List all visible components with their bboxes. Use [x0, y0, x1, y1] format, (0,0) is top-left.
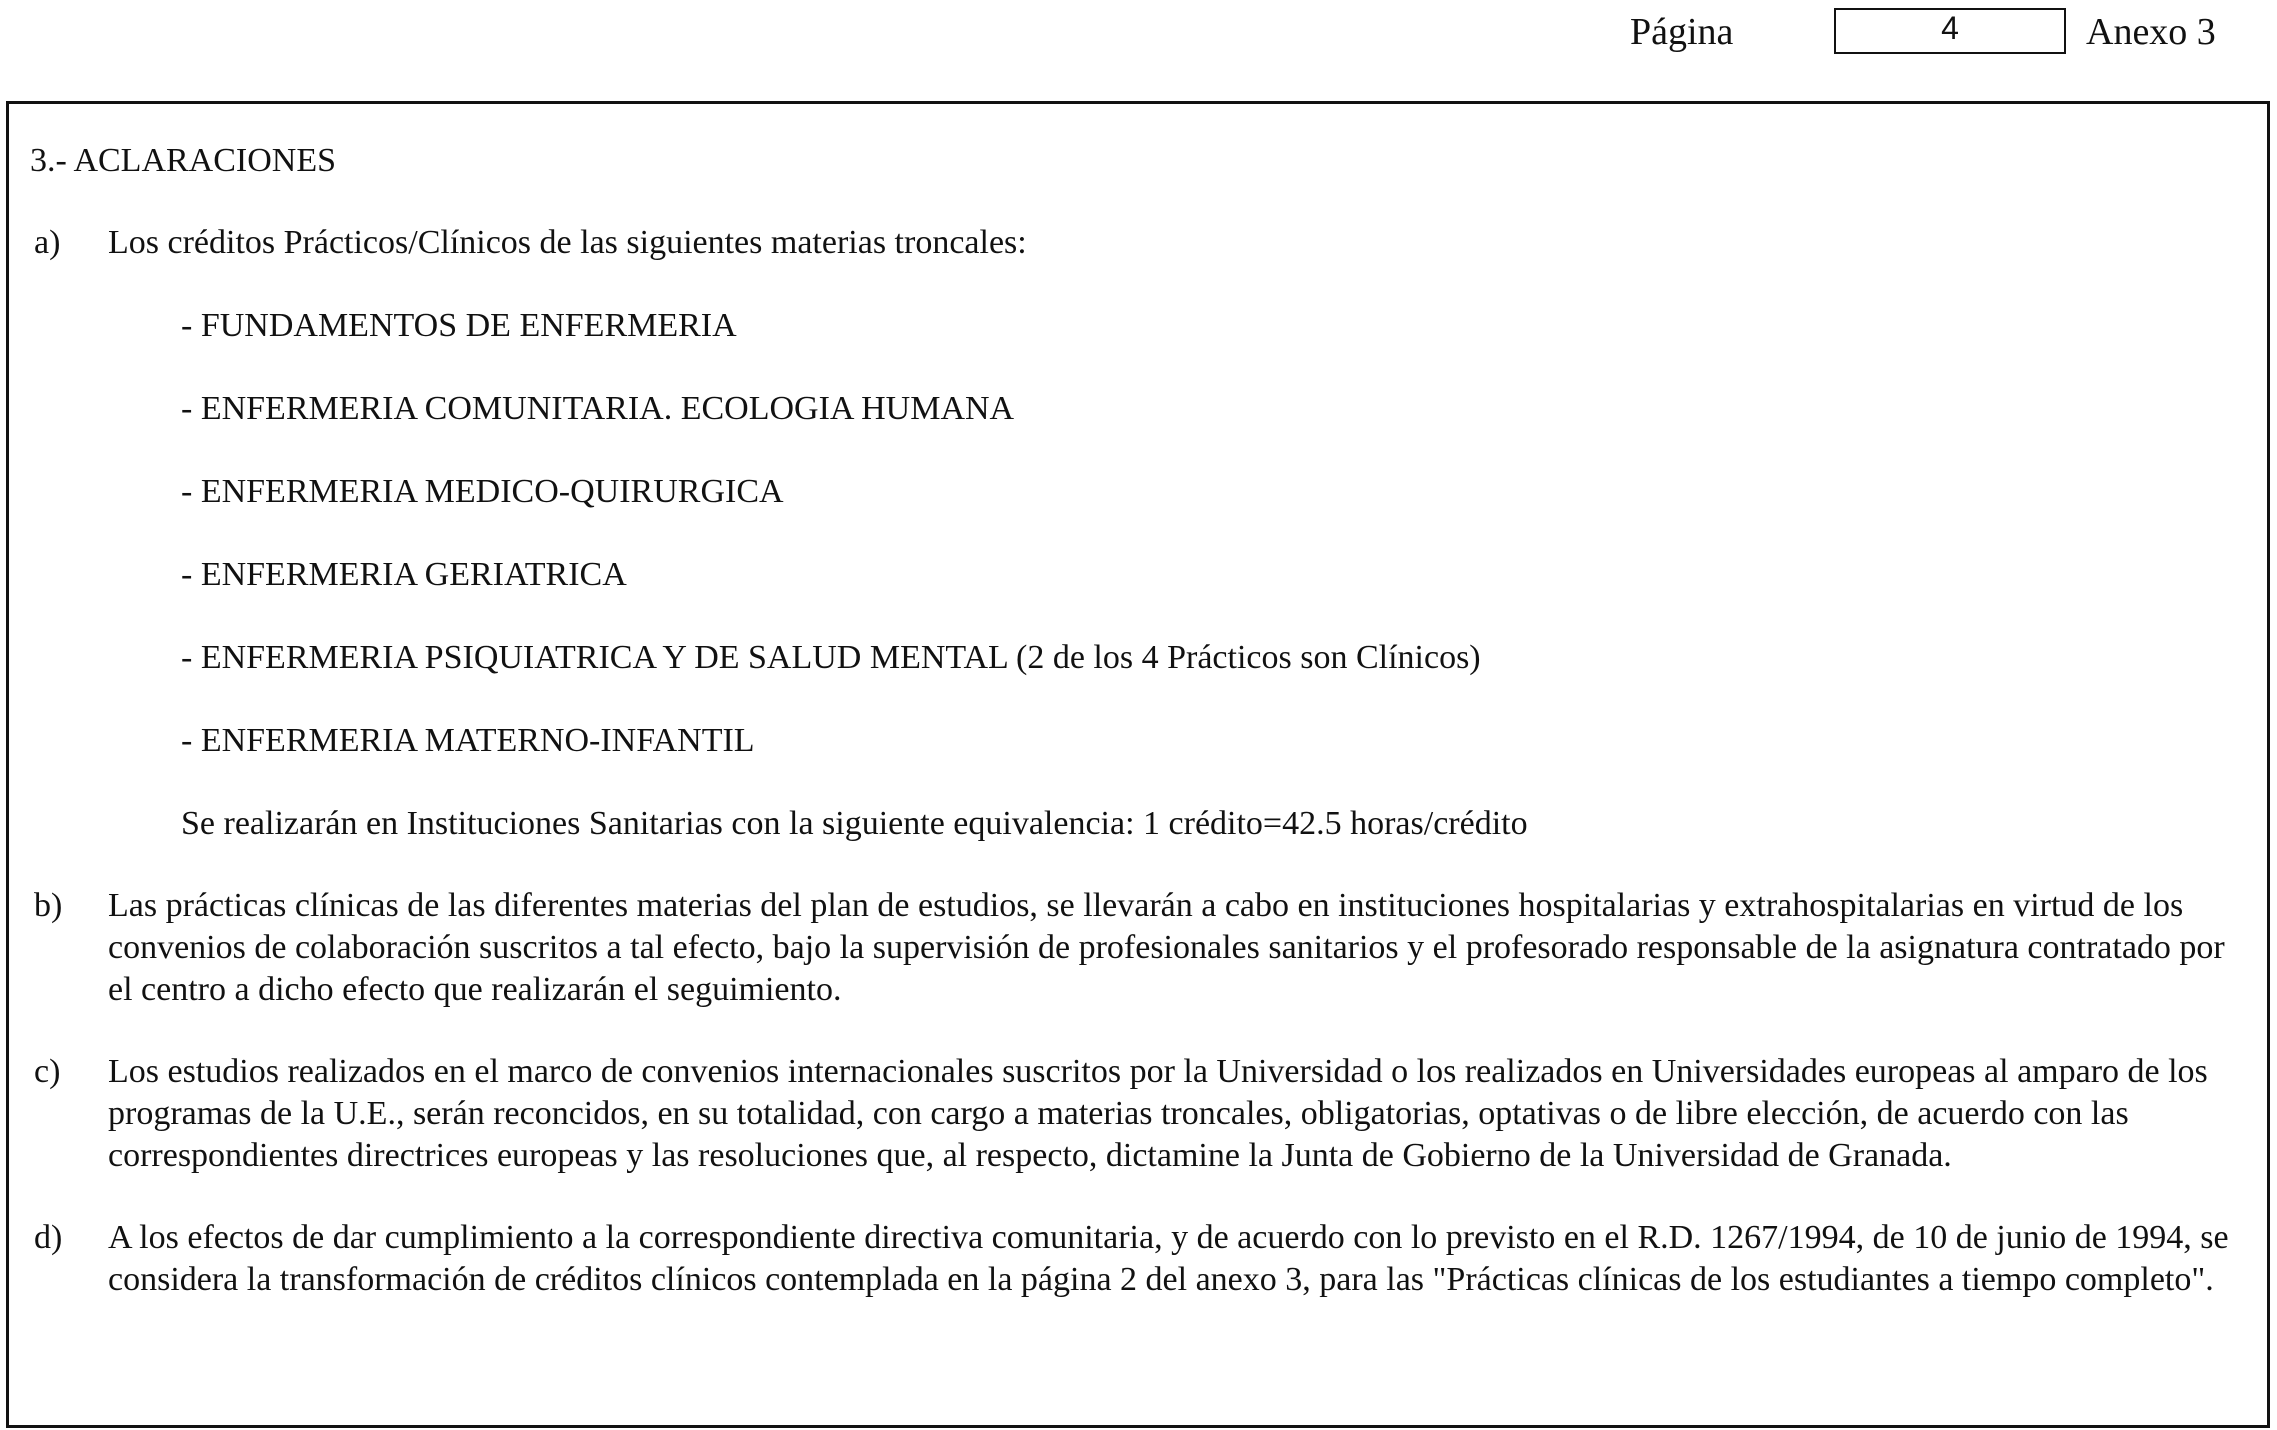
item-d: [30, 1217, 2240, 1301]
item-c: [30, 1051, 2240, 1177]
item-d-text: A los efectos de dar cumplimiento a la correspondiente directiva comunitaria, y de acuerdo con lo previsto en el R.D. 1267/1994, de 10 de junio de 1994, se considera la transformación de créditos clínicos contemplada en la página 2 del anexo 3, para las "Prácticas clínicas de los estudiantes a tiempo completo".: [108, 1219, 2229, 1298]
subject-item: - ENFERMERIA MATERNO-INFANTIL: [181, 722, 755, 759]
subject-item: - ENFERMERIA PSIQUIATRICA Y DE SALUD MENTAL (2 de los 4 Prácticos son Clínicos): [181, 639, 1481, 676]
subject-item: - ENFERMERIA GERIATRICA: [181, 556, 627, 593]
item-b-label: b): [34, 887, 63, 924]
item-d-label: d): [34, 1219, 63, 1256]
item-a-text: Los créditos Prácticos/Clínicos de las siguientes materias troncales:: [108, 224, 1027, 261]
aclaraciones-section: [30, 140, 2240, 1301]
item-a-label: a): [34, 224, 61, 261]
item-c-label: c): [34, 1053, 61, 1090]
item-b: [30, 885, 2240, 1011]
section-title: 3.- ACLARACIONES: [30, 142, 337, 179]
equivalence-note: Se realizarán en Instituciones Sanitarias con la siguiente equivalencia: 1 crédito=42.5 horas/crédito: [181, 805, 1528, 842]
subject-item: - ENFERMERIA MEDICO-QUIRURGICA: [181, 473, 784, 510]
subject-list: [108, 305, 2240, 762]
page-number-box: 4: [1834, 8, 2066, 54]
item-a: [30, 222, 2240, 845]
item-b-text: Las prácticas clínicas de las diferentes materias del plan de estudios, se llevarán a cabo en instituciones hospitalarias y extrahospitalarias en virtud de los convenios de colaboración suscritos a tal efecto, bajo la supervisión de profesionales sanitarios y el profesorado responsable de la asignatura contratado por el centro a dicho efecto que realizarán el seguimiento.: [108, 887, 2225, 1008]
annex-label: Anexo 3: [2086, 11, 2216, 53]
subject-item: - ENFERMERIA COMUNITARIA. ECOLOGIA HUMANA: [181, 390, 1015, 427]
subject-item: - FUNDAMENTOS DE ENFERMERIA: [181, 307, 737, 344]
page-label: Página: [1630, 11, 1734, 53]
page-header: [1620, 8, 2240, 60]
item-c-text: Los estudios realizados en el marco de convenios internacionales suscritos por la Universidad o los realizados en Universidades europeas al amparo de los programas de la U.E., serán reconcidos, en su totalidad, con cargo a materias troncales, obligatorias, optativas o de libre elección, de acuerdo con las correspondientes directrices europeas y las resoluciones que, al respecto, dictamine la Junta de Gobierno de la Universidad de Granada.: [108, 1053, 2208, 1174]
